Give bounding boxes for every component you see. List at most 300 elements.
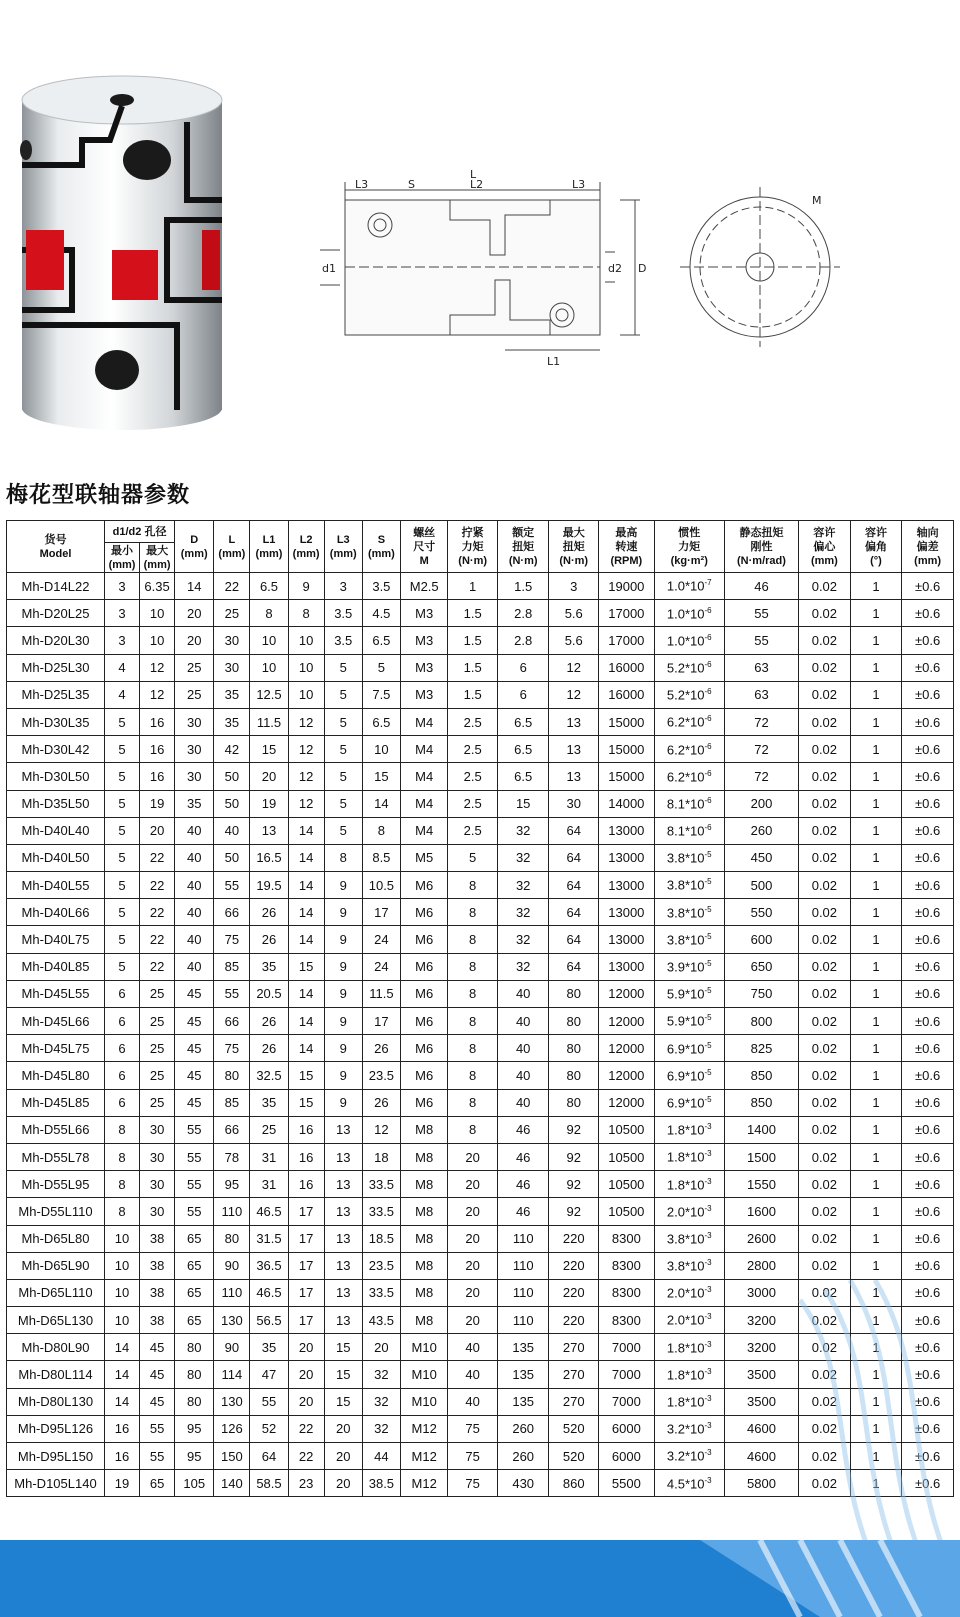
cell-stiffness: 4600	[724, 1415, 798, 1442]
cell-stiffness: 825	[724, 1035, 798, 1062]
cell-angle: 1	[850, 1198, 902, 1225]
inertia-mantissa: 1.0*10	[666, 605, 705, 621]
cell-bore-min: 5	[104, 708, 139, 735]
cell-screw: M10	[400, 1361, 447, 1388]
cell-model: Mh-D55L110	[7, 1198, 105, 1225]
cell-screw: M8	[400, 1143, 447, 1170]
cell-max-torque: 3	[549, 573, 599, 600]
header-eccentric: 容许 偏心 (mm)	[799, 521, 851, 573]
cell-S: 17	[362, 1008, 400, 1035]
cell-max-speed: 15000	[598, 763, 654, 790]
cell-max-torque: 64	[549, 872, 599, 899]
cell-max-torque: 92	[549, 1143, 599, 1170]
cell-max-speed: 16000	[598, 654, 654, 681]
table-row	[7, 1062, 954, 1089]
cell-axial: ±0.6	[902, 872, 954, 899]
cell-L: 35	[214, 681, 250, 708]
table-row	[7, 1415, 954, 1442]
header-S: S (mm)	[362, 521, 400, 573]
cell-model: Mh-D45L75	[7, 1035, 105, 1062]
cell-tighten-torque: 8	[448, 1062, 498, 1089]
inertia-exponent: -6	[704, 768, 712, 778]
inertia-mantissa: 6.9*10	[666, 1040, 705, 1056]
inertia-exponent: -5	[704, 1040, 712, 1050]
cell-eccentric: 0.02	[799, 1089, 851, 1116]
inertia-exponent: -6	[704, 741, 712, 751]
cell-max-torque: 860	[549, 1470, 599, 1497]
cell-L: 90	[214, 1252, 250, 1279]
cell-axial: ±0.6	[902, 627, 954, 654]
cell-eccentric: 0.02	[799, 953, 851, 980]
cell-L2: 14	[288, 817, 324, 844]
cell-L1: 26	[250, 1008, 288, 1035]
cell-axial: ±0.6	[902, 1035, 954, 1062]
cell-max-speed: 10500	[598, 1143, 654, 1170]
cell-rated-torque: 135	[497, 1361, 549, 1388]
cell-model: Mh-D65L80	[7, 1225, 105, 1252]
cell-L: 75	[214, 926, 250, 953]
cell-bore-max: 38	[140, 1252, 175, 1279]
cell-L1: 26	[250, 926, 288, 953]
cell-tighten-torque: 40	[448, 1388, 498, 1415]
dim-label-S: S	[408, 178, 415, 191]
inertia-mantissa: 5.9*10	[666, 1013, 705, 1029]
cell-tighten-torque: 1.5	[448, 681, 498, 708]
cell-eccentric: 0.02	[799, 790, 851, 817]
cell-eccentric: 0.02	[799, 573, 851, 600]
cell-stiffness: 1400	[724, 1116, 798, 1143]
cell-L1: 26	[250, 1035, 288, 1062]
table-row	[7, 1035, 954, 1062]
cell-L: 110	[214, 1198, 250, 1225]
table-row	[7, 573, 954, 600]
cell-stiffness: 1500	[724, 1143, 798, 1170]
cell-L2: 15	[288, 1089, 324, 1116]
cell-stiffness: 2800	[724, 1252, 798, 1279]
cell-bore-min: 4	[104, 681, 139, 708]
cell-axial: ±0.6	[902, 1361, 954, 1388]
cell-axial: ±0.6	[902, 1116, 954, 1143]
cell-D: 45	[175, 980, 214, 1007]
cell-bore-min: 14	[104, 1388, 139, 1415]
cell-model: Mh-D40L40	[7, 817, 105, 844]
cell-bore-max: 12	[140, 681, 175, 708]
inertia-exponent: -5	[704, 1013, 712, 1023]
header-bore-group: d1/d2 孔径	[104, 521, 174, 543]
header-screw: 螺丝 尺寸 M	[400, 521, 447, 573]
cell-L3: 13	[324, 1143, 362, 1170]
cell-rated-torque: 46	[497, 1198, 549, 1225]
cell-rated-torque: 6.5	[497, 708, 549, 735]
cell-stiffness: 650	[724, 953, 798, 980]
cell-max-torque: 64	[549, 953, 599, 980]
cell-screw: M6	[400, 872, 447, 899]
cell-max-speed: 17000	[598, 627, 654, 654]
cell-bore-min: 14	[104, 1361, 139, 1388]
cell-tighten-torque: 20	[448, 1225, 498, 1252]
cell-D: 80	[175, 1388, 214, 1415]
cell-L1: 46.5	[250, 1198, 288, 1225]
cell-D: 55	[175, 1116, 214, 1143]
cell-bore-max: 22	[140, 926, 175, 953]
cell-eccentric: 0.02	[799, 1443, 851, 1470]
table-row	[7, 1198, 954, 1225]
cell-D: 45	[175, 1062, 214, 1089]
cell-tighten-torque: 1	[448, 573, 498, 600]
cell-rated-torque: 32	[497, 926, 549, 953]
cell-screw: M8	[400, 1171, 447, 1198]
cell-tighten-torque: 8	[448, 1089, 498, 1116]
cell-L1: 19	[250, 790, 288, 817]
cell-L: 78	[214, 1143, 250, 1170]
cell-screw: M4	[400, 817, 447, 844]
cell-screw: M8	[400, 1116, 447, 1143]
cell-D: 40	[175, 899, 214, 926]
cell-angle: 1	[850, 1279, 902, 1306]
cell-bore-min: 6	[104, 1089, 139, 1116]
cell-max-speed: 10500	[598, 1116, 654, 1143]
cell-model: Mh-D80L130	[7, 1388, 105, 1415]
cell-L: 66	[214, 899, 250, 926]
cell-L3: 13	[324, 1171, 362, 1198]
cell-axial: ±0.6	[902, 1008, 954, 1035]
spec-table	[6, 520, 954, 1497]
cell-angle: 1	[850, 627, 902, 654]
cell-max-torque: 92	[549, 1116, 599, 1143]
cell-angle: 1	[850, 980, 902, 1007]
cell-bore-min: 5	[104, 844, 139, 871]
cell-eccentric: 0.02	[799, 899, 851, 926]
cell-inertia	[654, 1089, 724, 1116]
cell-bore-max: 6.35	[140, 573, 175, 600]
cell-axial: ±0.6	[902, 736, 954, 763]
table-row	[7, 1171, 954, 1198]
cell-inertia	[654, 790, 724, 817]
cell-L1: 35	[250, 1334, 288, 1361]
cell-axial: ±0.6	[902, 790, 954, 817]
table-row	[7, 1008, 954, 1035]
cell-angle: 1	[850, 736, 902, 763]
cell-axial: ±0.6	[902, 1225, 954, 1252]
cell-max-torque: 30	[549, 790, 599, 817]
cell-S: 8.5	[362, 844, 400, 871]
cell-L: 110	[214, 1279, 250, 1306]
cell-max-speed: 14000	[598, 790, 654, 817]
cell-L3: 15	[324, 1361, 362, 1388]
cell-L2: 20	[288, 1388, 324, 1415]
table-row	[7, 1143, 954, 1170]
cell-L2: 14	[288, 980, 324, 1007]
cell-inertia	[654, 872, 724, 899]
cell-S: 12	[362, 1116, 400, 1143]
cell-L3: 13	[324, 1116, 362, 1143]
cell-L3: 9	[324, 872, 362, 899]
cell-stiffness: 2600	[724, 1225, 798, 1252]
cell-tighten-torque: 20	[448, 1198, 498, 1225]
cell-axial: ±0.6	[902, 573, 954, 600]
dim-label-L3-left: L3	[355, 178, 369, 191]
cell-rated-torque: 32	[497, 844, 549, 871]
inertia-exponent: -5	[704, 850, 712, 860]
cell-tighten-torque: 2.5	[448, 736, 498, 763]
header-axial: 轴向 偏差 (mm)	[902, 521, 954, 573]
cell-L1: 26	[250, 899, 288, 926]
header-bore-max: 最大 (mm)	[140, 543, 175, 573]
cell-L2: 12	[288, 790, 324, 817]
cell-L3: 20	[324, 1470, 362, 1497]
table-row	[7, 1388, 954, 1415]
cell-bore-max: 45	[140, 1388, 175, 1415]
cell-rated-torque: 110	[497, 1307, 549, 1334]
cell-inertia	[654, 1171, 724, 1198]
dim-label-L3-right: L3	[572, 178, 586, 191]
cell-D: 95	[175, 1443, 214, 1470]
cell-L2: 15	[288, 953, 324, 980]
cell-tighten-torque: 20	[448, 1307, 498, 1334]
cell-S: 24	[362, 926, 400, 953]
cell-S: 6.5	[362, 627, 400, 654]
cell-L: 126	[214, 1415, 250, 1442]
header-rated-torque: 额定 扭矩 (N·m)	[497, 521, 549, 573]
header-L1: L1 (mm)	[250, 521, 288, 573]
cell-max-torque: 220	[549, 1307, 599, 1334]
cell-L2: 22	[288, 1443, 324, 1470]
table-row	[7, 681, 954, 708]
cell-bore-min: 5	[104, 817, 139, 844]
cell-inertia	[654, 844, 724, 871]
cell-tighten-torque: 75	[448, 1415, 498, 1442]
cell-bore-max: 30	[140, 1143, 175, 1170]
cell-rated-torque: 110	[497, 1279, 549, 1306]
cell-S: 6.5	[362, 708, 400, 735]
cell-screw: M4	[400, 790, 447, 817]
cell-L: 95	[214, 1171, 250, 1198]
cell-axial: ±0.6	[902, 953, 954, 980]
cell-L3: 13	[324, 1252, 362, 1279]
cell-inertia	[654, 1334, 724, 1361]
cell-S: 18.5	[362, 1225, 400, 1252]
cell-rated-torque: 6.5	[497, 763, 549, 790]
cell-stiffness: 46	[724, 573, 798, 600]
cell-eccentric: 0.02	[799, 627, 851, 654]
cell-L1: 55	[250, 1388, 288, 1415]
cell-L: 40	[214, 817, 250, 844]
cell-bore-min: 10	[104, 1225, 139, 1252]
cell-max-speed: 16000	[598, 681, 654, 708]
cell-S: 4.5	[362, 600, 400, 627]
cell-bore-max: 55	[140, 1443, 175, 1470]
cell-rated-torque: 260	[497, 1415, 549, 1442]
inertia-exponent: -5	[704, 877, 712, 887]
inertia-exponent: -6	[704, 632, 712, 642]
cell-stiffness: 3500	[724, 1361, 798, 1388]
cell-stiffness: 3200	[724, 1334, 798, 1361]
cell-axial: ±0.6	[902, 681, 954, 708]
cell-D: 105	[175, 1470, 214, 1497]
cell-inertia	[654, 1225, 724, 1252]
cell-L1: 10	[250, 627, 288, 654]
cell-tighten-torque: 8	[448, 1035, 498, 1062]
inertia-exponent: -6	[704, 605, 712, 615]
inertia-exponent: -5	[704, 1094, 712, 1104]
table-row	[7, 926, 954, 953]
cell-model: Mh-D45L66	[7, 1008, 105, 1035]
cell-S: 10.5	[362, 872, 400, 899]
cell-inertia	[654, 1307, 724, 1334]
cell-L3: 5	[324, 654, 362, 681]
cell-eccentric: 0.02	[799, 1279, 851, 1306]
cell-inertia	[654, 736, 724, 763]
cell-max-torque: 220	[549, 1225, 599, 1252]
inertia-mantissa: 3.9*10	[666, 959, 705, 975]
cell-L3: 3.5	[324, 627, 362, 654]
cell-eccentric: 0.02	[799, 708, 851, 735]
cell-stiffness: 550	[724, 899, 798, 926]
cell-angle: 1	[850, 681, 902, 708]
cell-stiffness: 55	[724, 627, 798, 654]
cell-max-speed: 6000	[598, 1443, 654, 1470]
cell-stiffness: 5800	[724, 1470, 798, 1497]
cell-angle: 1	[850, 1225, 902, 1252]
inertia-exponent: -3	[704, 1448, 712, 1458]
table-row	[7, 1089, 954, 1116]
cell-S: 33.5	[362, 1171, 400, 1198]
cell-max-torque: 80	[549, 1035, 599, 1062]
cell-rated-torque: 40	[497, 1089, 549, 1116]
cell-model: Mh-D40L75	[7, 926, 105, 953]
cell-model: Mh-D20L30	[7, 627, 105, 654]
table-row	[7, 980, 954, 1007]
cell-L1: 19.5	[250, 872, 288, 899]
inertia-exponent: -3	[704, 1339, 712, 1349]
cell-L3: 9	[324, 1035, 362, 1062]
header-model	[7, 521, 105, 573]
cell-rated-torque: 135	[497, 1334, 549, 1361]
cell-L2: 14	[288, 899, 324, 926]
cell-S: 8	[362, 817, 400, 844]
cell-axial: ±0.6	[902, 926, 954, 953]
cell-axial: ±0.6	[902, 1307, 954, 1334]
cell-S: 33.5	[362, 1279, 400, 1306]
cell-rated-torque: 6	[497, 654, 549, 681]
table-row	[7, 1443, 954, 1470]
header-D: D (mm)	[175, 521, 214, 573]
cell-stiffness: 3500	[724, 1388, 798, 1415]
cell-rated-torque: 40	[497, 1008, 549, 1035]
cell-bore-max: 12	[140, 654, 175, 681]
cell-rated-torque: 46	[497, 1116, 549, 1143]
cell-tighten-torque: 20	[448, 1252, 498, 1279]
cell-axial: ±0.6	[902, 1443, 954, 1470]
cell-bore-max: 22	[140, 899, 175, 926]
cell-bore-max: 22	[140, 872, 175, 899]
cell-D: 95	[175, 1415, 214, 1442]
cell-L2: 12	[288, 708, 324, 735]
cell-L3: 15	[324, 1388, 362, 1415]
cell-max-speed: 10500	[598, 1171, 654, 1198]
table-row	[7, 953, 954, 980]
cell-bore-min: 4	[104, 654, 139, 681]
cell-tighten-torque: 5	[448, 844, 498, 871]
cell-stiffness: 63	[724, 681, 798, 708]
cell-S: 18	[362, 1143, 400, 1170]
cell-axial: ±0.6	[902, 1388, 954, 1415]
inertia-mantissa: 2.0*10	[666, 1312, 705, 1328]
inertia-mantissa: 8.1*10	[666, 823, 705, 839]
dim-label-L: L	[470, 168, 477, 181]
header-L2: L2 (mm)	[288, 521, 324, 573]
cell-L: 55	[214, 872, 250, 899]
cell-tighten-torque: 1.5	[448, 627, 498, 654]
cell-bore-min: 5	[104, 736, 139, 763]
cell-D: 65	[175, 1252, 214, 1279]
table-row	[7, 708, 954, 735]
table-row	[7, 600, 954, 627]
cell-max-torque: 80	[549, 1062, 599, 1089]
cell-screw: M6	[400, 1008, 447, 1035]
cell-screw: M2.5	[400, 573, 447, 600]
table-row	[7, 899, 954, 926]
cell-max-speed: 10500	[598, 1198, 654, 1225]
cell-S: 5	[362, 654, 400, 681]
cell-bore-min: 5	[104, 953, 139, 980]
cell-screw: M6	[400, 1089, 447, 1116]
cell-L: 90	[214, 1334, 250, 1361]
cell-L3: 9	[324, 899, 362, 926]
inertia-exponent: -3	[704, 1230, 712, 1240]
table-row	[7, 1307, 954, 1334]
header-angle: 容许 偏角 (°)	[850, 521, 902, 573]
cell-screw: M12	[400, 1415, 447, 1442]
inertia-exponent: -3	[704, 1176, 712, 1186]
cell-tighten-torque: 20	[448, 1143, 498, 1170]
cell-L3: 9	[324, 980, 362, 1007]
inertia-exponent: -5	[704, 959, 712, 969]
cell-axial: ±0.6	[902, 1470, 954, 1497]
cell-eccentric: 0.02	[799, 1415, 851, 1442]
cell-L2: 12	[288, 763, 324, 790]
cell-bore-max: 30	[140, 1116, 175, 1143]
dim-label-d1: d1	[322, 262, 336, 275]
cell-model: Mh-D65L110	[7, 1279, 105, 1306]
cell-D: 40	[175, 872, 214, 899]
cell-max-speed: 5500	[598, 1470, 654, 1497]
cell-L3: 13	[324, 1279, 362, 1306]
cell-axial: ±0.6	[902, 1279, 954, 1306]
cell-stiffness: 72	[724, 708, 798, 735]
cell-screw: M4	[400, 708, 447, 735]
cell-stiffness: 4600	[724, 1443, 798, 1470]
cell-L1: 47	[250, 1361, 288, 1388]
cell-D: 25	[175, 681, 214, 708]
cell-angle: 1	[850, 1334, 902, 1361]
cell-L: 80	[214, 1225, 250, 1252]
cell-tighten-torque: 20	[448, 1171, 498, 1198]
cell-axial: ±0.6	[902, 600, 954, 627]
inertia-exponent: -3	[704, 1475, 712, 1485]
cell-L3: 9	[324, 1089, 362, 1116]
cell-L1: 13	[250, 817, 288, 844]
cell-bore-max: 19	[140, 790, 175, 817]
cell-screw: M8	[400, 1225, 447, 1252]
cell-max-speed: 12000	[598, 1062, 654, 1089]
cell-L2: 22	[288, 1415, 324, 1442]
cell-L: 50	[214, 763, 250, 790]
cell-bore-min: 8	[104, 1116, 139, 1143]
cell-model: Mh-D55L95	[7, 1171, 105, 1198]
cell-model: Mh-D40L50	[7, 844, 105, 871]
cell-inertia	[654, 763, 724, 790]
